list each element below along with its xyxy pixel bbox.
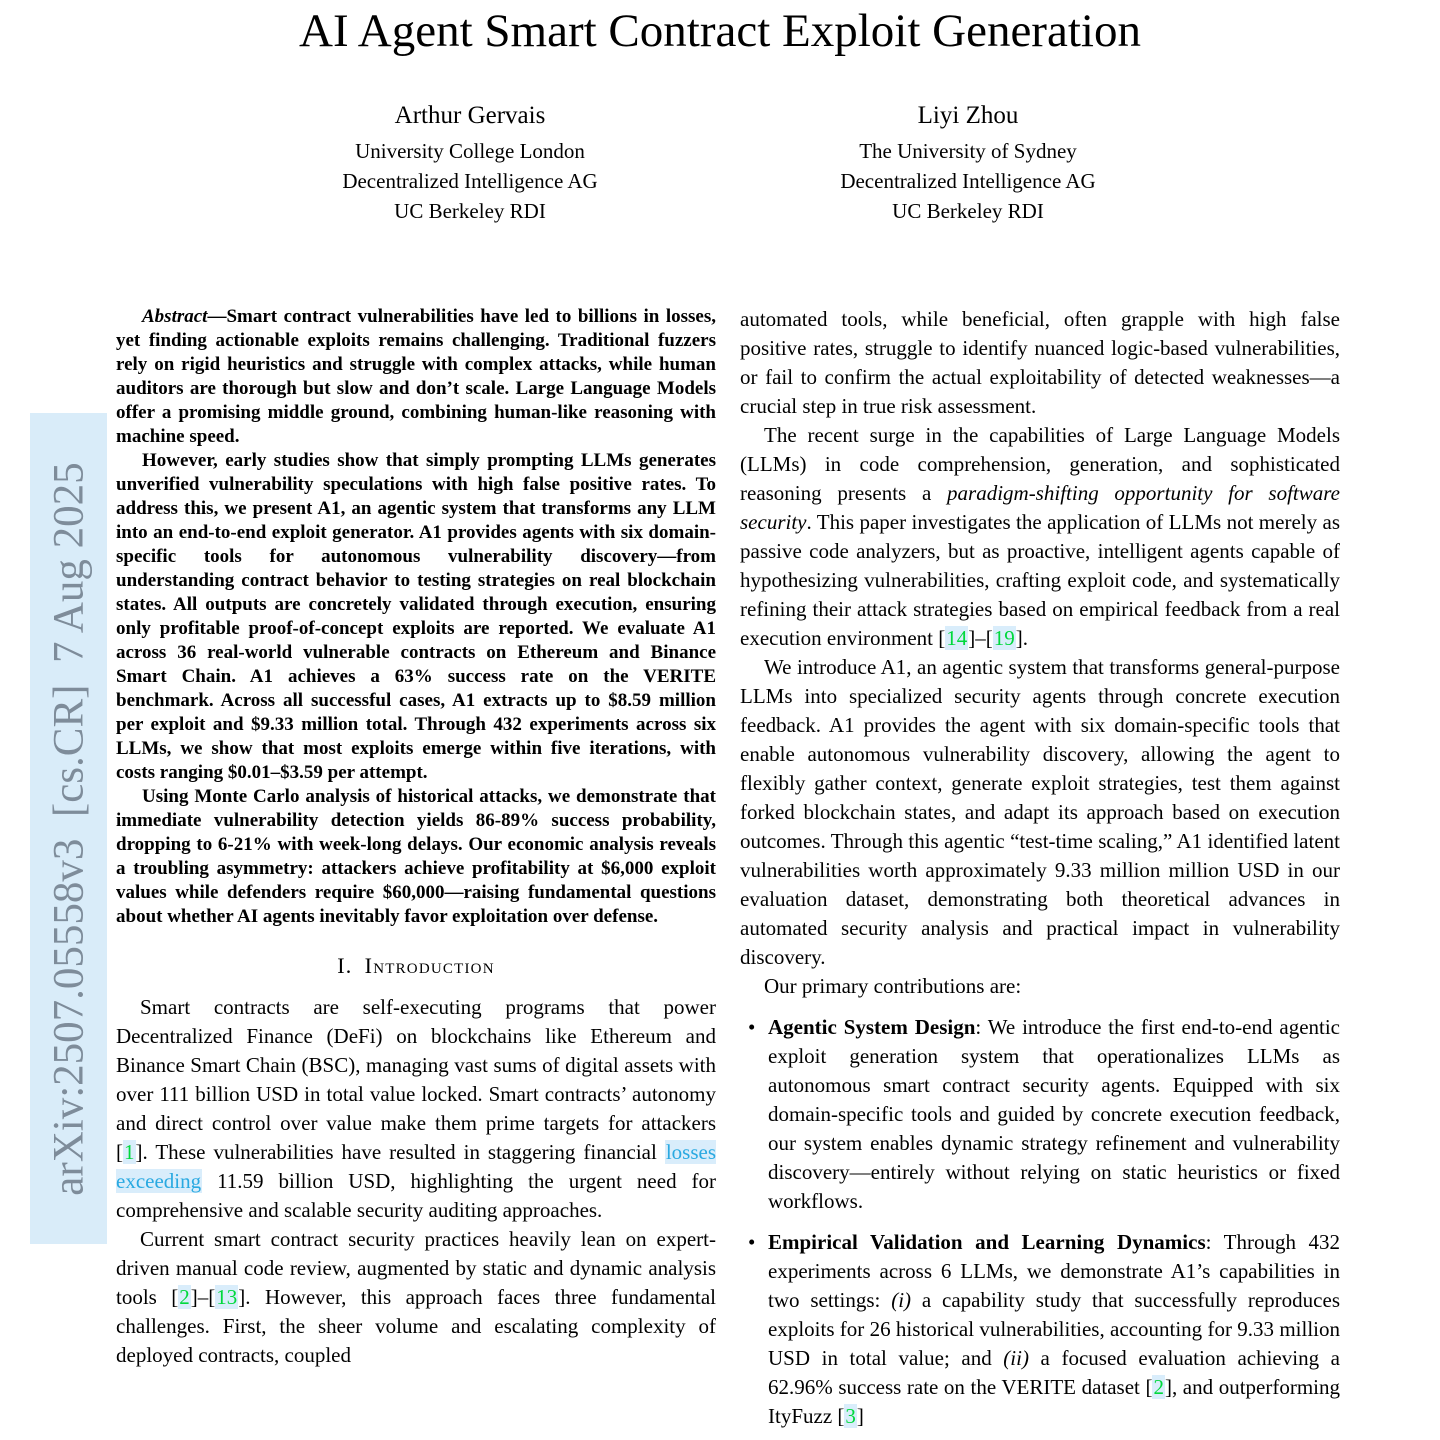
text-segment: (ii) — [1003, 1346, 1029, 1370]
text-segment: : Through 432 experiments across 6 LLMs, we demonstrate A1’s capabilities in two settings: — [768, 1230, 1341, 1312]
text-segment: Using Monte Carlo analysis of historical attacks, we demonstrate that immediate vulnerability detection yields 86-89% success probability, dropping to 6-21% with week-long delays. Our economic analysis reveals a troubling asymmetry: attackers achieve profitability at $6,000 exploit values while defenders require $60,000—raising fundamental questions about whether AI agents inevitably favor exploitation over defense. — [116, 786, 716, 927]
contribution-bullet-2 — [740, 1228, 1340, 1431]
author-name: Arthur Gervais — [394, 102, 546, 129]
author-name: Liyi Zhou — [917, 102, 1019, 129]
citation-link[interactable]: 2 — [179, 1285, 190, 1309]
body-paragraph — [740, 305, 1340, 421]
author-affiliation: UC Berkeley RDI — [892, 199, 1044, 223]
author-affiliation: University College London — [355, 139, 585, 163]
citation-link[interactable]: 3 — [845, 1404, 856, 1428]
text-segment: (i) — [891, 1288, 912, 1312]
text-segment: Abstract — [142, 306, 208, 327]
text-segment: a capability study that successfully reproduces exploits for 26 historical vulnerabilities, accounting for 9.33 million USD in total value; and — [768, 1288, 1340, 1370]
text-segment: . This paper investigates the application of LLMs not merely as passive code analyzers, but as proactive, intelligent agents capable of hypothesizing vulnerabilities, crafting exploit code, and systematically refining their attack strategies based on empirical feedback from a real execution environment [ — [740, 510, 1340, 650]
author-affiliation: Decentralized Intelligence AG — [840, 169, 1096, 193]
contribution-bullet-1 — [740, 1013, 1340, 1216]
citation-link[interactable]: 1 — [124, 1140, 135, 1164]
bullet-marker: • — [748, 1015, 756, 1039]
text-segment: a focused evaluation achieving a 62.96% success rate on the VERITE dataset [ — [768, 1346, 1340, 1399]
text-segment: —Smart contract vulnerabilities have led to billions in losses, yet finding actionable exploits remains challenging. Traditional fuzzers rely on rigid heuristics and struggle with complex attacks, while human auditors are thorough but slow and don’t scale. Large Language Models offer a promising middle ground, combining human-like reasoning with machine speed. — [116, 306, 716, 447]
text-segment: However, early studies show that simply prompting LLMs generates unverified vulnerability speculations with high false positive rates. To address this, we present A1, an agentic system that transforms any LLM into an end-to-end exploit generator. A1 provides agents with six domain-specific tools for autonomous vulnerability discovery—from understanding contract behavior to testing strategies on real blockchain states. All outputs are concretely validated through execution, ensuring only profitable proof-of-concept exploits are reported. We evaluate A1 across 36 real-world vulnerable contracts on Ethereum and Binance Smart Chain. A1 achieves a 63% success rate on the VERITE benchmark. Across all successful cases, A1 extracts up to $8.59 million per exploit and $9.33 million total. Through 432 experiments across six LLMs, we show that most exploits emerge within five iterations, with costs ranging $0.01–$3.59 per attempt. — [116, 450, 716, 783]
bullet-marker: • — [748, 1230, 756, 1254]
body-paragraph — [740, 653, 1340, 972]
citation-link[interactable]: 2 — [1153, 1375, 1164, 1399]
citation-link[interactable]: 13 — [216, 1285, 238, 1309]
text-segment: ]–[ — [190, 1285, 216, 1309]
left-column — [116, 305, 716, 1431]
author-affiliation: Decentralized Intelligence AG — [342, 169, 598, 193]
text-segment: The recent surge in the capabilities of Large Language Models (LLMs) in code comprehension, generation, and sophisticated reasoning presents a — [740, 423, 1340, 505]
text-segment: ]. However, this approach faces three fundamental challenges. First, the sheer volume and escalating complexity of deployed contracts, coupled — [116, 1285, 716, 1367]
text-segment: 11.59 billion USD, highlighting the urgent need for comprehensive and scalable security auditing approaches. — [116, 1169, 716, 1222]
text-segment: Agentic System Design — [768, 1015, 976, 1039]
arxiv-id-label: arXiv:2507.05558v3 [cs.CR] 7 Aug 2025 — [45, 461, 92, 1196]
text-segment: ], and outperforming ItyFuzz [ — [768, 1375, 1340, 1428]
text-segment: Smart contracts are self-executing programs that power Decentralized Finance (DeFi) on blockchains like Ethereum and Binance Smart Chain (BSC), managing vast sums of digital assets with over 111 billion USD in total value locked. Smart contracts’ autonomy and direct control over value make them prime targets for attackers [ — [116, 995, 716, 1164]
hyperlink[interactable]: losses exceeding — [116, 1140, 716, 1193]
author-block-2 — [718, 100, 1218, 226]
bullet-text — [768, 1228, 1340, 1431]
text-segment: ]–[ — [968, 626, 993, 650]
body-paragraph — [116, 1225, 716, 1370]
citation-link[interactable]: 19 — [993, 626, 1015, 650]
text-segment: automated tools, while beneficial, often grapple with high false positive rates, struggle to identify nuanced logic-based vulnerabilities, or fail to confirm the actual exploitability of detected weaknesses—a crucial step in true risk assessment. — [740, 307, 1340, 418]
section-heading-introduction: I. Introduction — [337, 953, 495, 978]
citation-link[interactable]: 14 — [946, 626, 968, 650]
author-affiliation: The University of Sydney — [859, 139, 1077, 163]
arxiv-watermark-strip — [30, 413, 107, 1244]
text-segment: We introduce A1, an agentic system that transforms general-purpose LLMs into specialized security agents through concrete execution feedback. A1 provides the agent with six domain-specific tools that enable autonomous vulnerability discovery, allowing the agent to flexibly gather context, generate exploit strategies, test them against forked blockchain states, and adapt its approach based on execution outcomes. Through this agentic “test-time scaling,” A1 identified latent vulnerabilities worth approximately 9.33 million million USD in our evaluation dataset, demonstrating both theoretical advances in automated security analysis and practical impact in vulnerability discovery. — [740, 655, 1340, 969]
abstract-paragraph — [116, 785, 716, 929]
text-segment: ] — [856, 1404, 864, 1428]
text-segment: Current smart contract security practices heavily lean on expert-driven manual code review, augmented by static and dynamic analysis tools [ — [116, 1227, 716, 1309]
body-paragraph — [116, 993, 716, 1225]
body-paragraph — [740, 972, 1340, 1001]
text-segment: paradigm-shifting opportunity for software security — [740, 481, 1340, 534]
author-block-1 — [220, 100, 720, 226]
right-column — [740, 305, 1340, 1431]
text-segment: ]. These vulnerabilities have resulted in staggering financial — [135, 1140, 665, 1164]
abstract-paragraph — [116, 449, 716, 785]
text-segment: : We introduce the first end-to-end agentic exploit generation system that operationalizes LLMs as autonomous smart contract security agents. Equipped with six domain-specific tools and guided by concrete execution feedback, our system enables dynamic strategy refinement and vulnerability discovery—entirely without relying on static heuristics or fixed workflows. — [768, 1015, 1341, 1213]
text-segment: ]. — [1015, 626, 1029, 650]
bullet-text — [768, 1013, 1340, 1216]
body-paragraph — [740, 421, 1340, 653]
author-affiliation: UC Berkeley RDI — [394, 199, 546, 223]
paper-title: AI Agent Smart Contract Exploit Generation — [299, 5, 1141, 57]
text-segment: Our primary contributions are: — [764, 974, 1022, 998]
two-column-body — [116, 305, 1340, 1431]
text-segment: Empirical Validation and Learning Dynamics — [768, 1230, 1206, 1254]
abstract-paragraph — [116, 305, 716, 449]
